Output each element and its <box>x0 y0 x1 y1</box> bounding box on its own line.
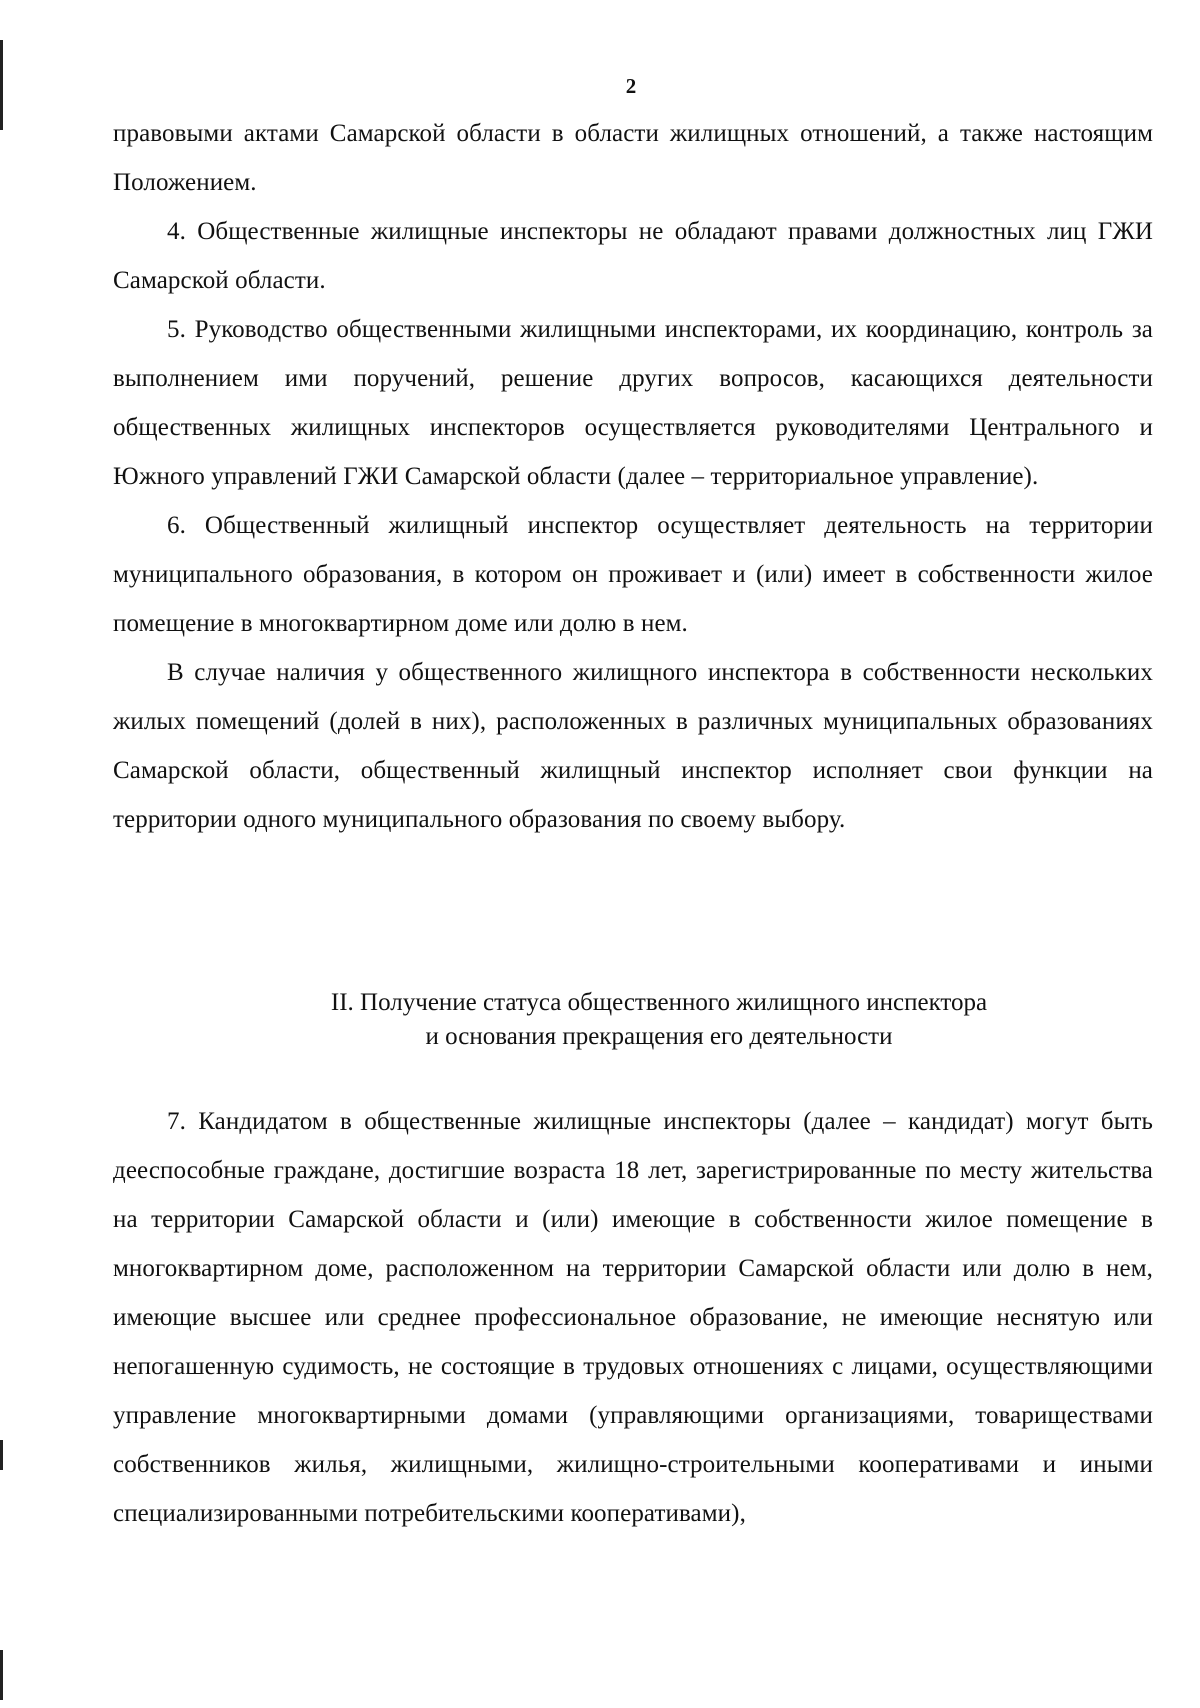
section-heading-line2: и основания прекращения его деятельности <box>425 1023 893 1050</box>
scan-edge-mark <box>0 1440 3 1470</box>
paragraph-7: 7. Кандидатом в общественные жилищные инспекторы (далее – кандидат) могут быть дееспособные граждане, достигшие возраста 18 лет, зарегистрированные по месту жительства на территории Самарской области и (или) имеющие в собственности жилое помещение в многоквартирном доме, расположенном на территории Самарской области или долю в нем, имеющие высшее или среднее профессиональное образование, не имеющие неснятую или непогашенную судимость, не состоящие в трудовых отношениях с лицами, осуществляющими управление многоквартирными домами (управляющими организациями, товариществами собственников жилья, жилищными, жилищно-строительными кооперативами и иными специализированными потребительскими кооперативами), <box>113 1108 1153 1527</box>
paragraph-6: 6. Общественный жилищный инспектор осуществляет деятельность на территории муниципального образования, в котором он проживает и (или) имеет в собственности жилое помещение в многоквартирном доме или долю в нем. <box>113 512 1153 637</box>
page-number: 2 <box>625 74 637 98</box>
paragraph-5: 5. Руководство общественными жилищными инспекторами, их координацию, контроль за выполнением ими поручений, решение других вопросов, касающихся деятельности общественных жилищных инспекторов осуществляется руководителями Центрального и Южного управлений ГЖИ Самарской области (далее – территориальное управление). <box>113 316 1153 490</box>
section-heading-line1: II. Получение статуса общественного жилищного инспектора <box>330 989 988 1016</box>
section-heading <box>113 986 1200 1054</box>
paragraph-6-continued: В случае наличия у общественного жилищного инспектора в собственности нескольких жилых помещений (долей в них), расположенных в различных муниципальных образованиях Самарской области, общественный жилищный инспектор исполняет свои функции на территории одного муниципального образования по своему выбору. <box>113 659 1153 833</box>
body-text-bottom <box>113 1097 1153 1538</box>
paragraph-continuation: правовыми актами Самарской области в области жилищных отношений, а также настоящим Положением. <box>113 120 1153 196</box>
paragraph-4: 4. Общественные жилищные инспекторы не обладают правами должностных лиц ГЖИ Самарской области. <box>113 218 1153 294</box>
body-text-top <box>113 109 1153 844</box>
scan-edge-mark <box>0 1650 3 1700</box>
